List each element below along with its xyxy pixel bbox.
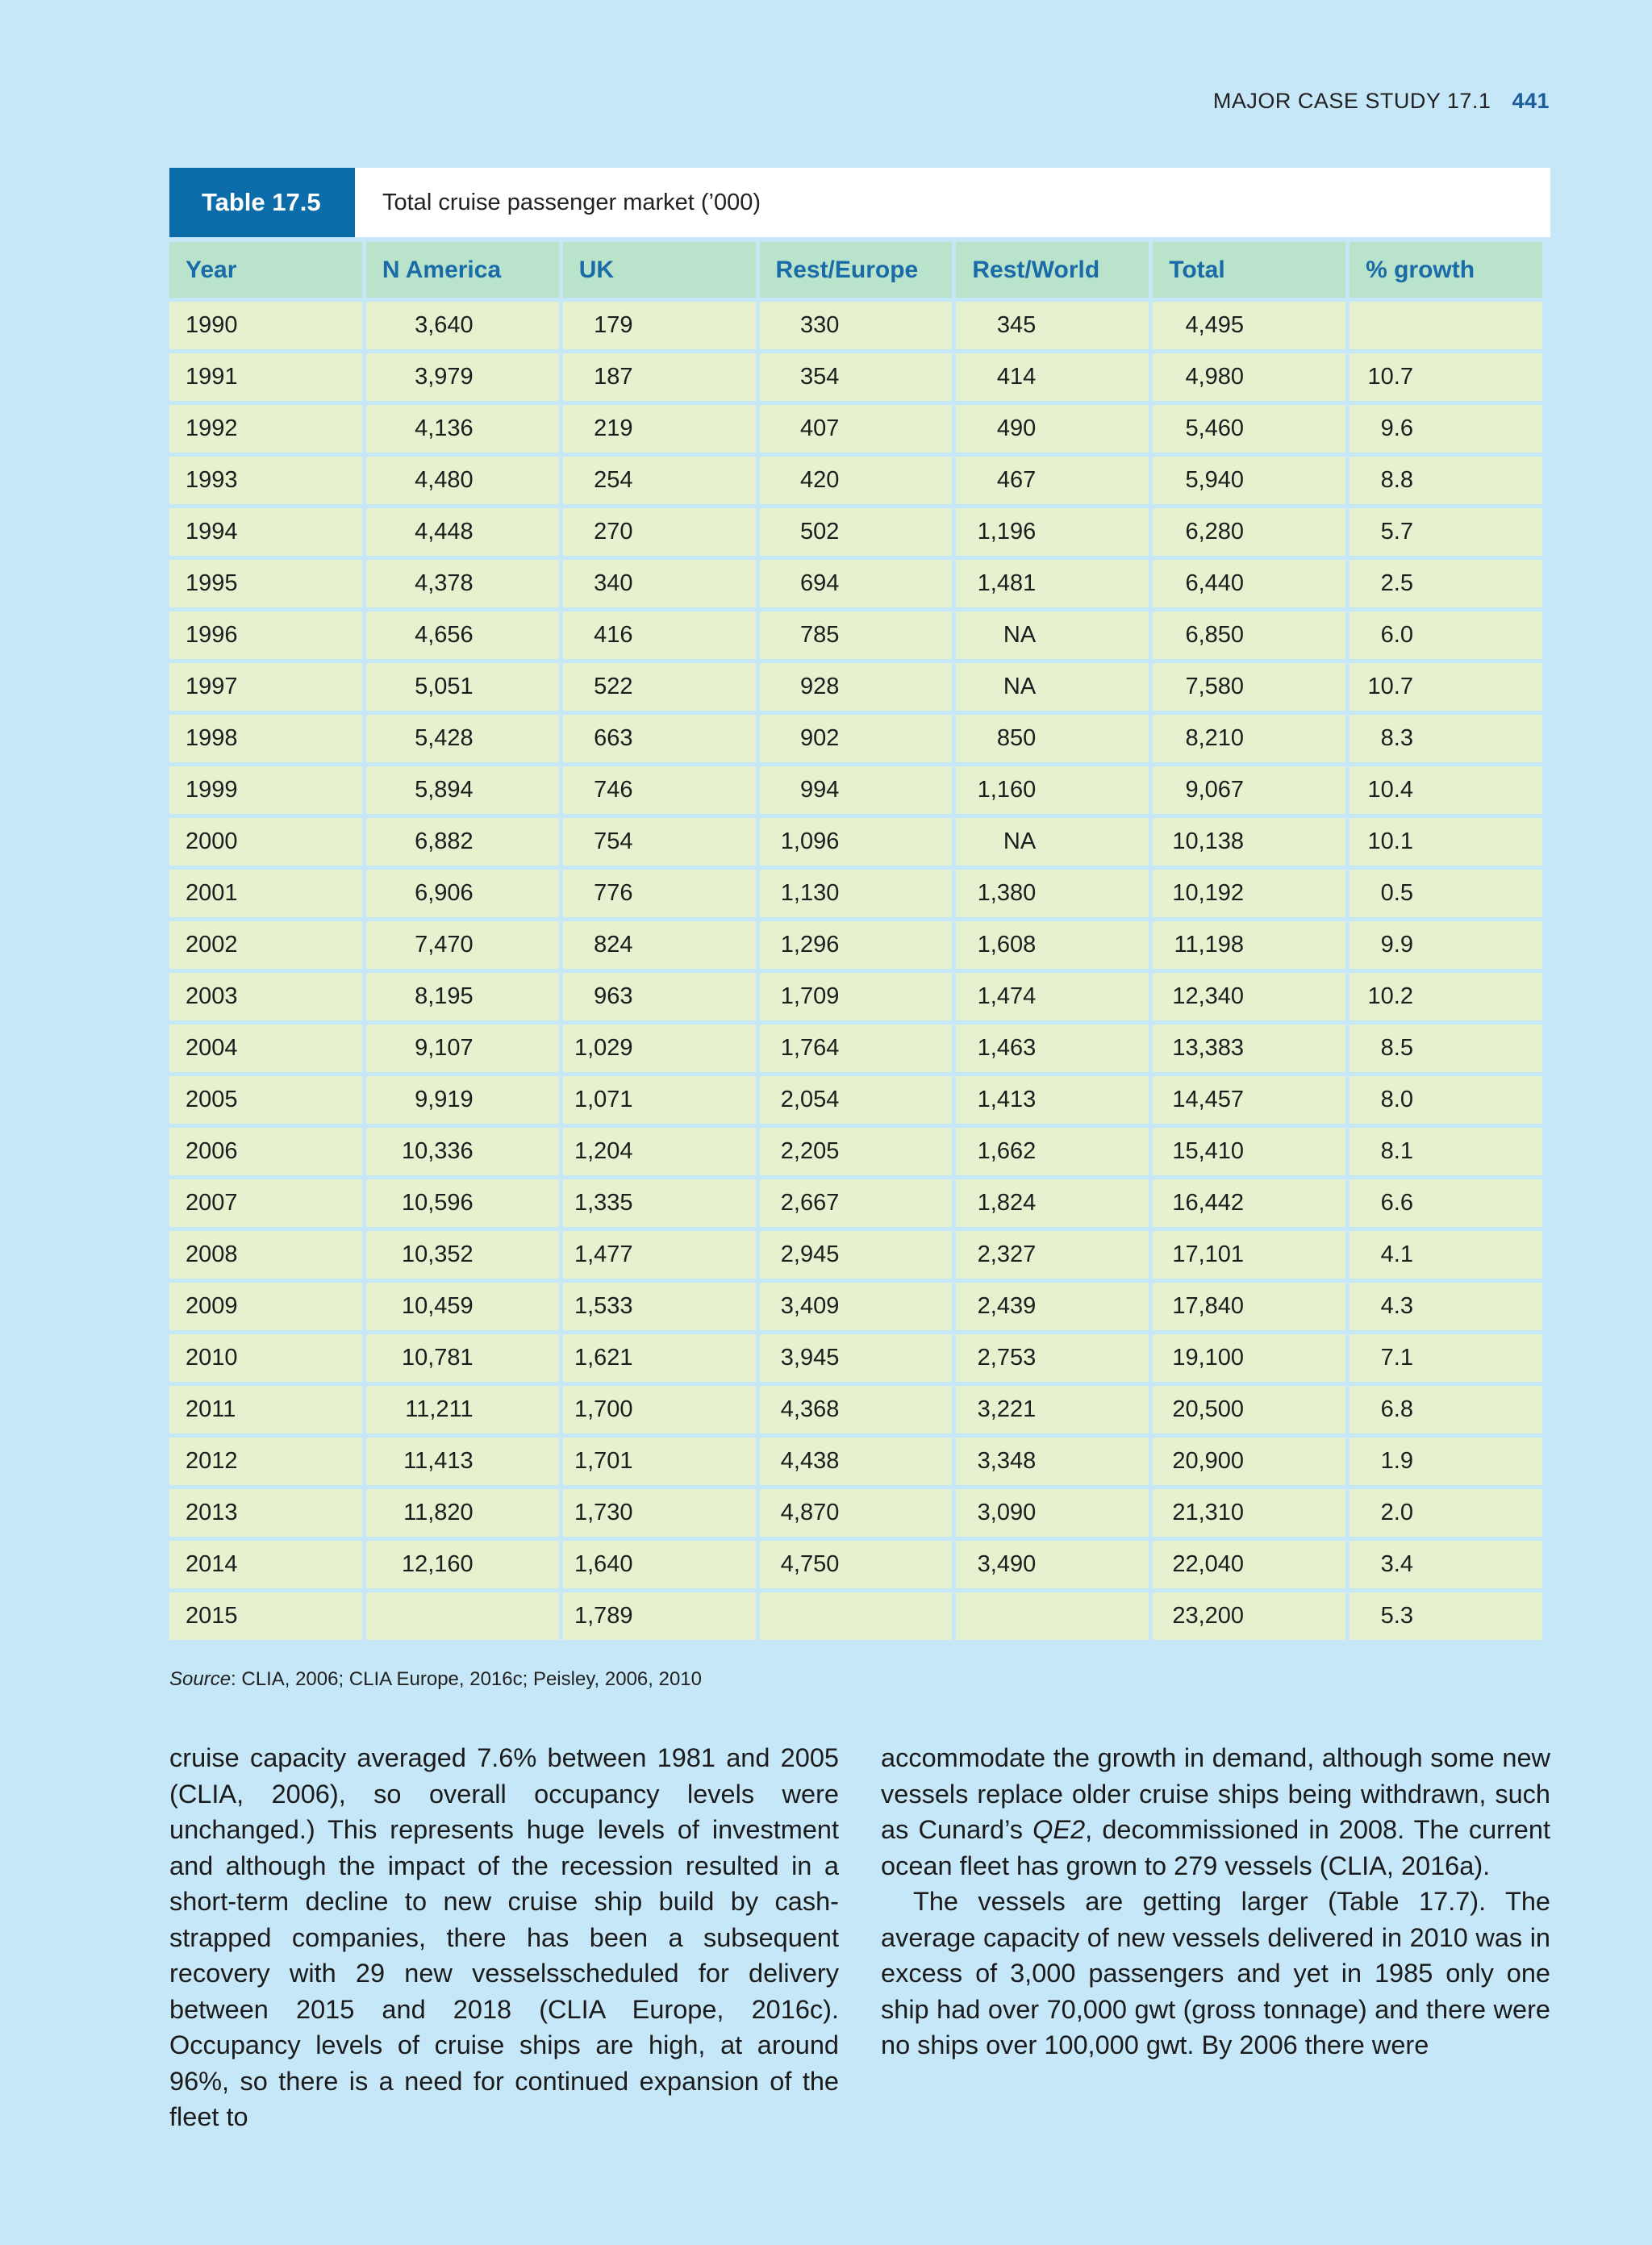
cell-growth: 10.4 bbox=[1350, 766, 1542, 814]
column-header-total: Total bbox=[1153, 242, 1345, 298]
cell-n-america: 5,428 bbox=[366, 715, 559, 762]
cell-n-america: 10,781 bbox=[366, 1334, 559, 1382]
cell-total: 20,500 bbox=[1153, 1386, 1345, 1433]
cell-rest-world: 2,327 bbox=[956, 1231, 1149, 1279]
table-row bbox=[169, 1024, 1542, 1072]
cell-total: 6,850 bbox=[1153, 611, 1345, 659]
cell-n-america: 4,448 bbox=[366, 508, 559, 556]
cell-rest-world: 1,196 bbox=[956, 508, 1149, 556]
running-head bbox=[1213, 89, 1550, 114]
cell-uk: 1,730 bbox=[563, 1489, 756, 1537]
cell-total: 9,067 bbox=[1153, 766, 1345, 814]
cell-growth: 10.7 bbox=[1350, 663, 1542, 711]
cell-rest-world: 3,490 bbox=[956, 1541, 1149, 1588]
cell-uk: 746 bbox=[563, 766, 756, 814]
table-body bbox=[169, 302, 1542, 1640]
cell-n-america: 5,051 bbox=[366, 663, 559, 711]
cell-total: 10,138 bbox=[1153, 818, 1345, 866]
column-header-n-america: N America bbox=[366, 242, 559, 298]
cell-n-america: 10,336 bbox=[366, 1128, 559, 1175]
cell-uk: 179 bbox=[563, 302, 756, 349]
cell-growth: 1.9 bbox=[1350, 1438, 1542, 1485]
cell-rest-world: 3,221 bbox=[956, 1386, 1149, 1433]
cruise-passenger-table bbox=[165, 238, 1546, 1644]
table-row bbox=[169, 715, 1542, 762]
cell-rest-europe: 1,130 bbox=[760, 870, 953, 917]
cell-year: 2003 bbox=[169, 973, 362, 1020]
table-row bbox=[169, 1128, 1542, 1175]
cell-total: 5,940 bbox=[1153, 457, 1345, 504]
cell-rest-world: NA bbox=[956, 663, 1149, 711]
cell-rest-world: 850 bbox=[956, 715, 1149, 762]
cell-total: 14,457 bbox=[1153, 1076, 1345, 1124]
cell-year: 1994 bbox=[169, 508, 362, 556]
cell-year: 2005 bbox=[169, 1076, 362, 1124]
table-row bbox=[169, 405, 1542, 453]
cell-n-america: 6,906 bbox=[366, 870, 559, 917]
cell-rest-europe: 502 bbox=[760, 508, 953, 556]
cell-total: 23,200 bbox=[1153, 1592, 1345, 1640]
cell-year: 2008 bbox=[169, 1231, 362, 1279]
cell-n-america: 7,470 bbox=[366, 921, 559, 969]
cell-n-america: 9,107 bbox=[366, 1024, 559, 1072]
cell-total: 6,440 bbox=[1153, 560, 1345, 607]
table-row bbox=[169, 1283, 1542, 1330]
cell-growth: 4.1 bbox=[1350, 1231, 1542, 1279]
table-row bbox=[169, 921, 1542, 969]
cell-uk: 1,204 bbox=[563, 1128, 756, 1175]
table-container bbox=[169, 168, 1550, 1644]
table-row bbox=[169, 1541, 1542, 1588]
table-label: Table 17.5 bbox=[169, 168, 355, 237]
cell-rest-europe: 1,709 bbox=[760, 973, 953, 1020]
cell-rest-europe: 3,409 bbox=[760, 1283, 953, 1330]
cell-year: 2004 bbox=[169, 1024, 362, 1072]
cell-year: 2000 bbox=[169, 818, 362, 866]
cell-year: 1990 bbox=[169, 302, 362, 349]
cell-growth: 8.0 bbox=[1350, 1076, 1542, 1124]
cell-n-america: 4,656 bbox=[366, 611, 559, 659]
cell-growth: 6.0 bbox=[1350, 611, 1542, 659]
cell-rest-europe: 354 bbox=[760, 353, 953, 401]
cell-n-america: 11,820 bbox=[366, 1489, 559, 1537]
text-span: , decommissioned in 2008. The current ocean fleet has grown to 279 vessels (CLIA, 2016a). bbox=[881, 1815, 1550, 1880]
cell-rest-world bbox=[956, 1592, 1149, 1640]
cell-growth: 2.5 bbox=[1350, 560, 1542, 607]
cell-uk: 776 bbox=[563, 870, 756, 917]
cell-total: 4,980 bbox=[1153, 353, 1345, 401]
cell-rest-world: 1,608 bbox=[956, 921, 1149, 969]
cell-uk: 1,477 bbox=[563, 1231, 756, 1279]
cell-year: 2013 bbox=[169, 1489, 362, 1537]
table-row bbox=[169, 973, 1542, 1020]
table-header-row bbox=[169, 242, 1542, 298]
column-header-growth: % growth bbox=[1350, 242, 1542, 298]
cell-rest-world: 3,348 bbox=[956, 1438, 1149, 1485]
cell-rest-europe: 2,667 bbox=[760, 1179, 953, 1227]
cell-rest-europe: 1,764 bbox=[760, 1024, 953, 1072]
table-row bbox=[169, 611, 1542, 659]
cell-uk: 187 bbox=[563, 353, 756, 401]
source-text: : CLIA, 2006; CLIA Europe, 2016c; Peisley, 2006, 2010 bbox=[231, 1668, 702, 1690]
cell-rest-europe: 994 bbox=[760, 766, 953, 814]
cell-n-america: 3,979 bbox=[366, 353, 559, 401]
page-number: 441 bbox=[1512, 89, 1550, 113]
cell-uk: 1,701 bbox=[563, 1438, 756, 1485]
cell-rest-europe: 902 bbox=[760, 715, 953, 762]
cell-rest-europe: 2,054 bbox=[760, 1076, 953, 1124]
table-source bbox=[169, 1668, 702, 1691]
body-paragraph bbox=[881, 1740, 1550, 1884]
cell-year: 1998 bbox=[169, 715, 362, 762]
cell-total: 16,442 bbox=[1153, 1179, 1345, 1227]
cell-growth: 8.8 bbox=[1350, 457, 1542, 504]
cell-uk: 1,335 bbox=[563, 1179, 756, 1227]
cell-rest-europe: 330 bbox=[760, 302, 953, 349]
cell-n-america: 12,160 bbox=[366, 1541, 559, 1588]
cell-total: 5,460 bbox=[1153, 405, 1345, 453]
cell-year: 2015 bbox=[169, 1592, 362, 1640]
cell-year: 1997 bbox=[169, 663, 362, 711]
cell-uk: 522 bbox=[563, 663, 756, 711]
table-row bbox=[169, 1438, 1542, 1485]
cell-uk: 254 bbox=[563, 457, 756, 504]
cell-n-america: 3,640 bbox=[366, 302, 559, 349]
cell-rest-world: 2,439 bbox=[956, 1283, 1149, 1330]
table-row bbox=[169, 766, 1542, 814]
cell-rest-world: 1,413 bbox=[956, 1076, 1149, 1124]
cell-rest-europe: 2,205 bbox=[760, 1128, 953, 1175]
cell-rest-europe: 420 bbox=[760, 457, 953, 504]
cell-rest-europe: 4,870 bbox=[760, 1489, 953, 1537]
cell-year: 2014 bbox=[169, 1541, 362, 1588]
cell-n-america: 9,919 bbox=[366, 1076, 559, 1124]
cell-growth: 10.2 bbox=[1350, 973, 1542, 1020]
table-row bbox=[169, 302, 1542, 349]
table-row bbox=[169, 353, 1542, 401]
source-label: Source bbox=[169, 1668, 232, 1690]
cell-year: 2006 bbox=[169, 1128, 362, 1175]
cell-growth: 8.3 bbox=[1350, 715, 1542, 762]
cell-growth: 5.7 bbox=[1350, 508, 1542, 556]
cell-rest-europe: 4,438 bbox=[760, 1438, 953, 1485]
cell-uk: 340 bbox=[563, 560, 756, 607]
cell-n-america: 10,459 bbox=[366, 1283, 559, 1330]
cell-growth: 6.6 bbox=[1350, 1179, 1542, 1227]
cell-rest-world: 1,474 bbox=[956, 973, 1149, 1020]
cell-rest-europe: 2,945 bbox=[760, 1231, 953, 1279]
cell-total: 20,900 bbox=[1153, 1438, 1345, 1485]
cell-rest-europe: 1,096 bbox=[760, 818, 953, 866]
table-row bbox=[169, 818, 1542, 866]
cell-growth: 9.9 bbox=[1350, 921, 1542, 969]
cell-growth: 4.3 bbox=[1350, 1283, 1542, 1330]
cell-uk: 1,640 bbox=[563, 1541, 756, 1588]
body-paragraph: cruise capacity averaged 7.6% between 1981 and 2005 (CLIA, 2006), so overall occupancy levels were unchanged.) This represents huge levels of investment and although the impact of the recession resulted in a short-term decline to new cruise ship build by cash-strapped companies, there has been a subsequent recovery with 29 new vesselsscheduled for delivery between 2015 and 2018 (CLIA Europe, 2016c). Occupancy levels of cruise ships are high, at around 96%, so there is a need for continued expansion of the fleet to bbox=[169, 1743, 839, 2131]
cell-total: 12,340 bbox=[1153, 973, 1345, 1020]
cell-uk: 270 bbox=[563, 508, 756, 556]
cell-rest-world: NA bbox=[956, 611, 1149, 659]
table-row bbox=[169, 1076, 1542, 1124]
cell-total: 11,198 bbox=[1153, 921, 1345, 969]
table-row bbox=[169, 1386, 1542, 1433]
cell-year: 2010 bbox=[169, 1334, 362, 1382]
cell-n-america: 10,352 bbox=[366, 1231, 559, 1279]
column-header-rest-world: Rest/World bbox=[956, 242, 1149, 298]
cell-total: 8,210 bbox=[1153, 715, 1345, 762]
cell-year: 1991 bbox=[169, 353, 362, 401]
cell-rest-europe: 1,296 bbox=[760, 921, 953, 969]
body-text bbox=[169, 1740, 1550, 2135]
cell-rest-world: 414 bbox=[956, 353, 1149, 401]
cell-uk: 1,071 bbox=[563, 1076, 756, 1124]
cell-n-america: 6,882 bbox=[366, 818, 559, 866]
cell-total: 19,100 bbox=[1153, 1334, 1345, 1382]
cell-n-america: 5,894 bbox=[366, 766, 559, 814]
cell-total: 15,410 bbox=[1153, 1128, 1345, 1175]
cell-growth: 0.5 bbox=[1350, 870, 1542, 917]
cell-year: 1993 bbox=[169, 457, 362, 504]
cell-n-america: 11,413 bbox=[366, 1438, 559, 1485]
cell-rest-europe: 928 bbox=[760, 663, 953, 711]
cell-rest-europe: 407 bbox=[760, 405, 953, 453]
cell-uk: 754 bbox=[563, 818, 756, 866]
cell-growth: 5.3 bbox=[1350, 1592, 1542, 1640]
cell-growth bbox=[1350, 302, 1542, 349]
cell-rest-europe: 694 bbox=[760, 560, 953, 607]
cell-rest-world: 1,380 bbox=[956, 870, 1149, 917]
column-header-rest-europe: Rest/Europe bbox=[760, 242, 953, 298]
body-column-right bbox=[881, 1740, 1550, 2135]
cell-uk: 219 bbox=[563, 405, 756, 453]
cell-year: 2012 bbox=[169, 1438, 362, 1485]
cell-total: 22,040 bbox=[1153, 1541, 1345, 1588]
cell-rest-europe: 3,945 bbox=[760, 1334, 953, 1382]
cell-uk: 663 bbox=[563, 715, 756, 762]
table-row bbox=[169, 560, 1542, 607]
cell-year: 2001 bbox=[169, 870, 362, 917]
column-header-year: Year bbox=[169, 242, 362, 298]
cell-growth: 6.8 bbox=[1350, 1386, 1542, 1433]
text-span: accommodate the growth in demand, although some new vessels replace older cruise ships being withdrawn, such as Cunard’s bbox=[881, 1743, 1550, 1844]
cell-growth: 8.1 bbox=[1350, 1128, 1542, 1175]
table-row bbox=[169, 1231, 1542, 1279]
cell-rest-world: 490 bbox=[956, 405, 1149, 453]
table-row bbox=[169, 663, 1542, 711]
cell-total: 6,280 bbox=[1153, 508, 1345, 556]
cell-n-america bbox=[366, 1592, 559, 1640]
cell-rest-world: NA bbox=[956, 818, 1149, 866]
cell-uk: 1,621 bbox=[563, 1334, 756, 1382]
cell-rest-world: 2,753 bbox=[956, 1334, 1149, 1382]
body-column-left bbox=[169, 1740, 839, 2135]
cell-total: 17,101 bbox=[1153, 1231, 1345, 1279]
cell-rest-world: 467 bbox=[956, 457, 1149, 504]
running-head-title: MAJOR CASE STUDY 17.1 bbox=[1212, 89, 1491, 113]
cell-uk: 1,533 bbox=[563, 1283, 756, 1330]
cell-rest-world: 1,481 bbox=[956, 560, 1149, 607]
cell-total: 4,495 bbox=[1153, 302, 1345, 349]
cell-growth: 10.1 bbox=[1350, 818, 1542, 866]
cell-year: 2007 bbox=[169, 1179, 362, 1227]
cell-year: 1995 bbox=[169, 560, 362, 607]
cell-rest-world: 1,662 bbox=[956, 1128, 1149, 1175]
cell-n-america: 4,136 bbox=[366, 405, 559, 453]
cell-uk: 1,700 bbox=[563, 1386, 756, 1433]
cell-n-america: 4,378 bbox=[366, 560, 559, 607]
cell-growth: 8.5 bbox=[1350, 1024, 1542, 1072]
cell-uk: 1,029 bbox=[563, 1024, 756, 1072]
cell-n-america: 8,195 bbox=[366, 973, 559, 1020]
table-row bbox=[169, 457, 1542, 504]
cell-rest-europe: 4,750 bbox=[760, 1541, 953, 1588]
cell-growth: 10.7 bbox=[1350, 353, 1542, 401]
cell-n-america: 11,211 bbox=[366, 1386, 559, 1433]
cell-year: 2002 bbox=[169, 921, 362, 969]
cell-total: 13,383 bbox=[1153, 1024, 1345, 1072]
cell-rest-world: 1,824 bbox=[956, 1179, 1149, 1227]
table-title: Total cruise passenger market (’000) bbox=[382, 189, 761, 215]
table-caption bbox=[169, 168, 1550, 237]
cell-year: 1996 bbox=[169, 611, 362, 659]
cell-year: 1992 bbox=[169, 405, 362, 453]
cell-year: 2009 bbox=[169, 1283, 362, 1330]
cell-total: 21,310 bbox=[1153, 1489, 1345, 1537]
cell-rest-world: 345 bbox=[956, 302, 1149, 349]
cell-rest-world: 1,160 bbox=[956, 766, 1149, 814]
cell-uk: 416 bbox=[563, 611, 756, 659]
cell-rest-europe: 785 bbox=[760, 611, 953, 659]
table-row bbox=[169, 1179, 1542, 1227]
column-header-uk: UK bbox=[563, 242, 756, 298]
cell-year: 2011 bbox=[169, 1386, 362, 1433]
cell-uk: 963 bbox=[563, 973, 756, 1020]
cell-uk: 824 bbox=[563, 921, 756, 969]
cell-rest-world: 3,090 bbox=[956, 1489, 1149, 1537]
cell-total: 7,580 bbox=[1153, 663, 1345, 711]
cell-n-america: 4,480 bbox=[366, 457, 559, 504]
cell-rest-europe bbox=[760, 1592, 953, 1640]
cell-growth: 2.0 bbox=[1350, 1489, 1542, 1537]
cell-growth: 3.4 bbox=[1350, 1541, 1542, 1588]
cell-uk: 1,789 bbox=[563, 1592, 756, 1640]
table-row bbox=[169, 870, 1542, 917]
cell-total: 10,192 bbox=[1153, 870, 1345, 917]
table-row bbox=[169, 1489, 1542, 1537]
body-paragraph: The vessels are getting larger (Table 17.7). The average capacity of new vessels delivered in 2010 was in excess of 3,000 passengers and yet in 1985 only one ship had over 70,000 gwt (gross tonnage) and there were no ships over 100,000 gwt. By 2006 there were bbox=[881, 1887, 1550, 2059]
cell-rest-world: 1,463 bbox=[956, 1024, 1149, 1072]
ship-name: QE2 bbox=[1032, 1815, 1086, 1844]
table-row bbox=[169, 1334, 1542, 1382]
cell-growth: 7.1 bbox=[1350, 1334, 1542, 1382]
cell-n-america: 10,596 bbox=[366, 1179, 559, 1227]
table-row bbox=[169, 508, 1542, 556]
cell-growth: 9.6 bbox=[1350, 405, 1542, 453]
cell-total: 17,840 bbox=[1153, 1283, 1345, 1330]
cell-year: 1999 bbox=[169, 766, 362, 814]
table-row bbox=[169, 1592, 1542, 1640]
cell-rest-europe: 4,368 bbox=[760, 1386, 953, 1433]
